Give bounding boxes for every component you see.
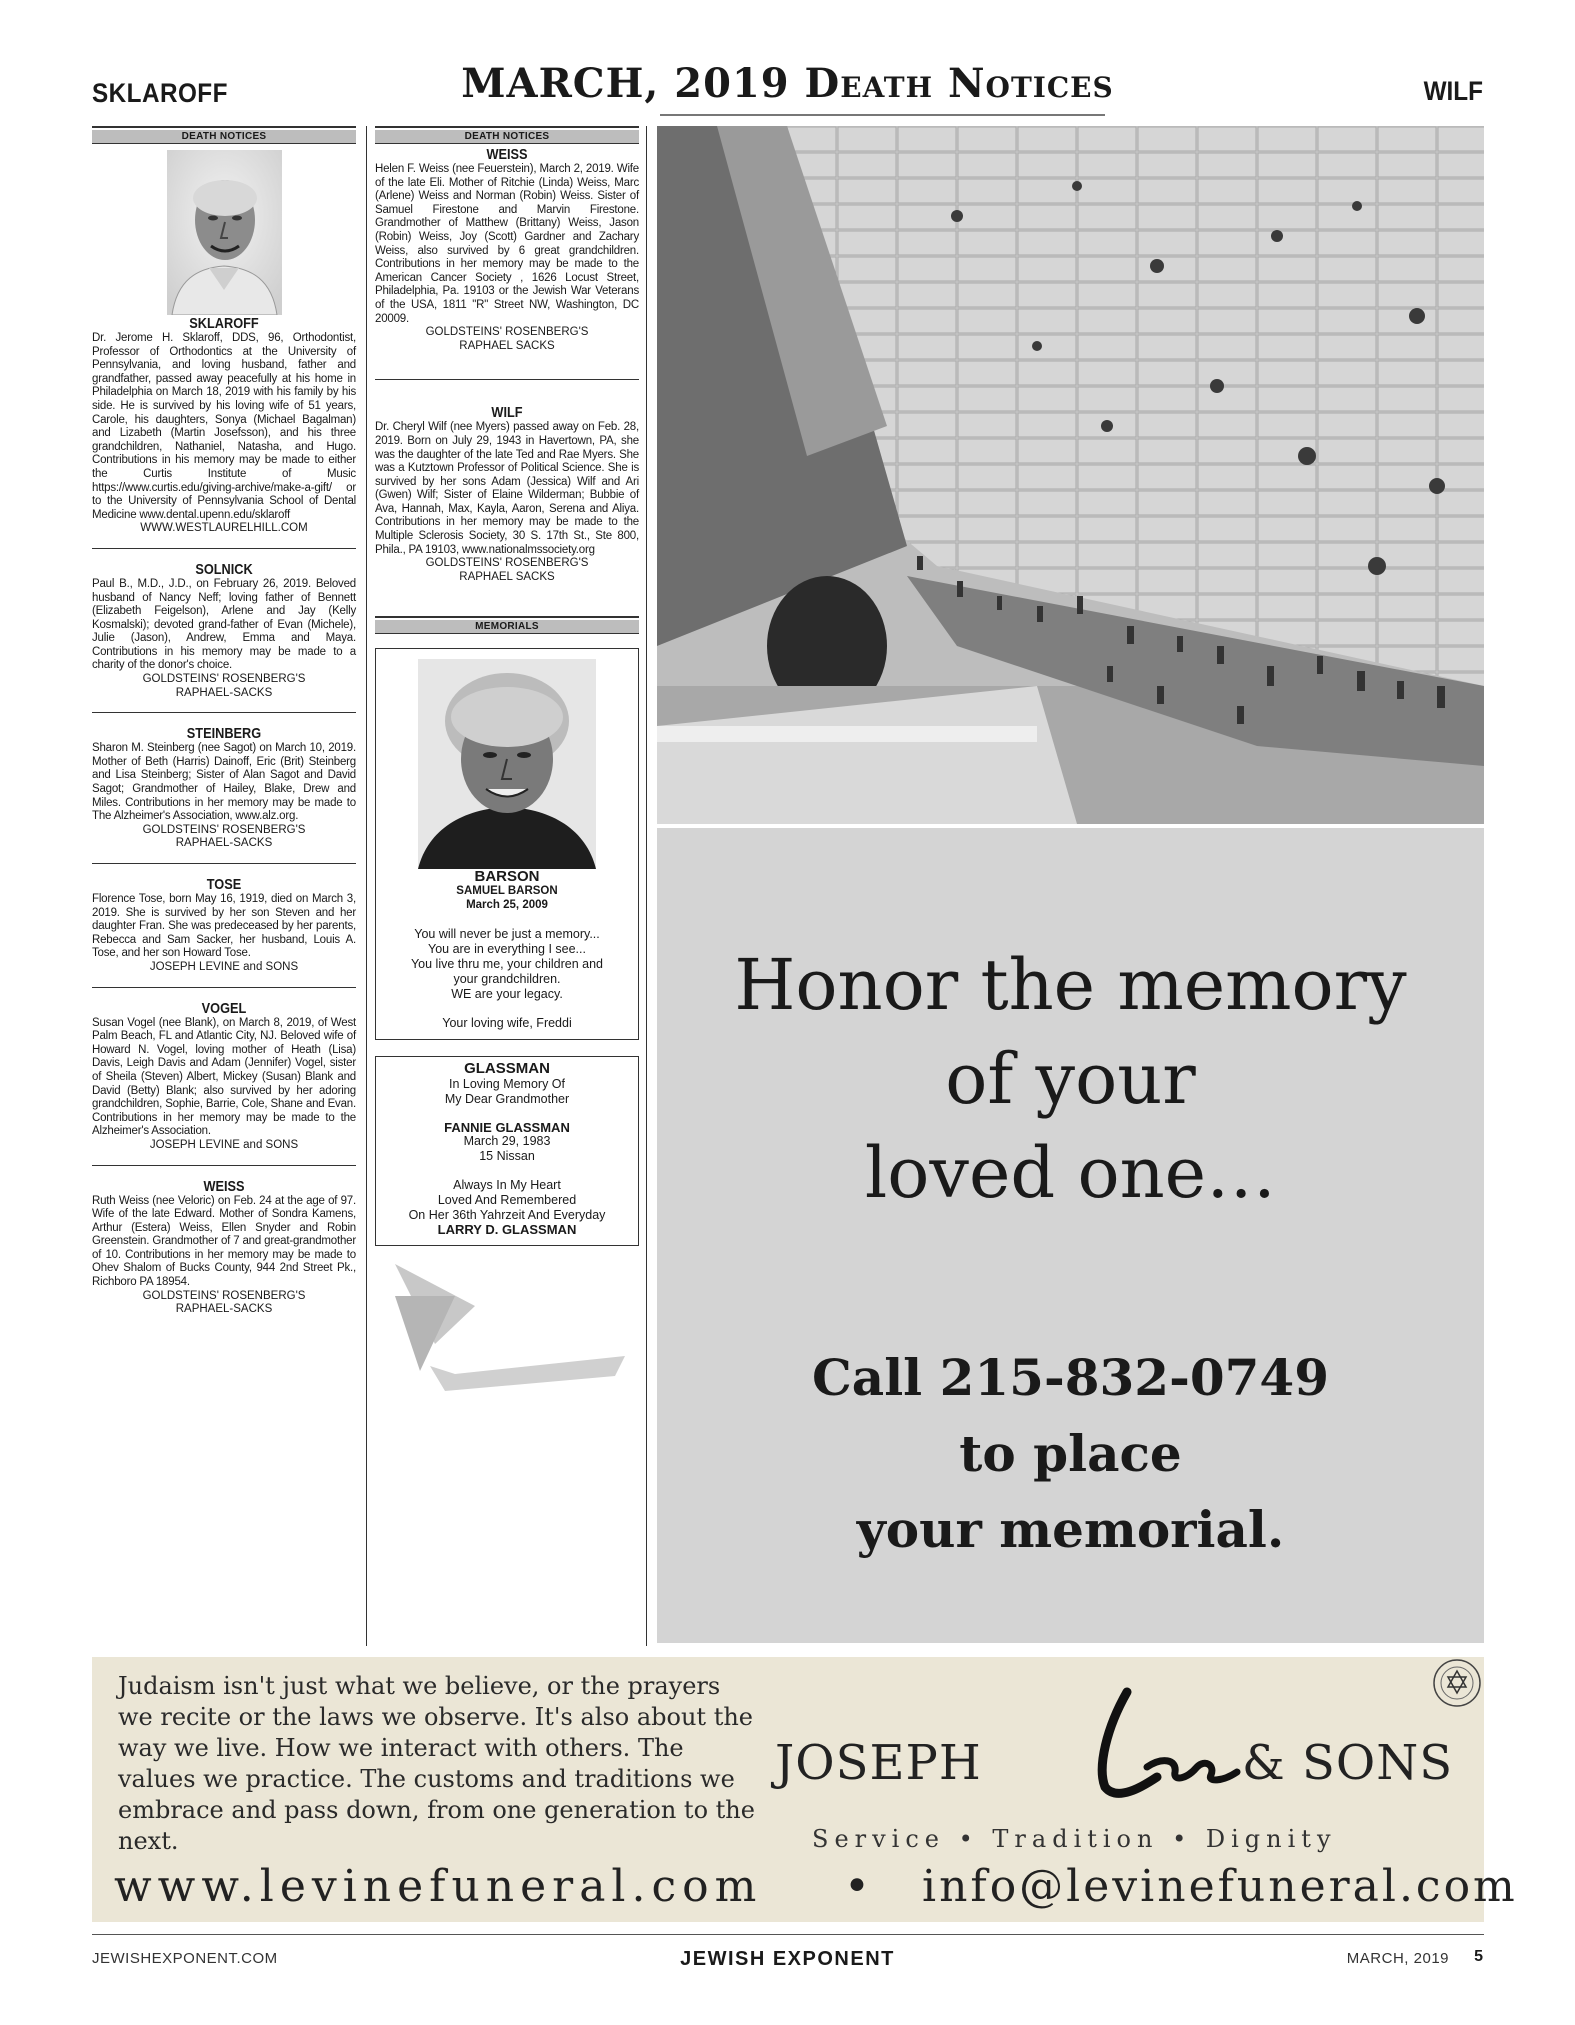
- funeral-home: JOSEPH LEVINE and SONS: [149, 960, 299, 973]
- notice-body: Ruth Weiss (nee Veloric) on Feb. 24 at the age of 97. Wife of the late Edward. Mother of Sondra Kamens, Arthur (Estera) Weiss, Ellen Snyder and Robin Greenstein. Grandmother of 7 and great-grandmother of 10. Contributions in her memory may be made to Ohev Shalom of Bucks County, 944 2nd Street Pk., Richboro PA 18954.: [92, 1194, 356, 1289]
- funeral-home-2: RAPHAEL-SACKS: [175, 1303, 273, 1316]
- memorial-signature: Your loving wife, Freddi: [442, 1015, 572, 1030]
- ad-quote: Judaism isn't just what we believe, or the prayers we recite or the laws we observe. It's also about the way we live. How we interact with others. The values we practice. The customs and traditions we embrace and pass down, from one generation to the next.: [118, 1672, 755, 1855]
- funeral-directors-seal-icon: [1432, 1658, 1482, 1713]
- memorial-line: WE are your legacy.: [451, 986, 563, 1001]
- footer-publication: JEWISH EXPONENT: [680, 1948, 895, 1970]
- page-number: 5: [1474, 1948, 1483, 1965]
- memorial-date: March 25, 2009: [466, 899, 548, 912]
- brand-joseph: JOSEPH: [775, 1735, 982, 1791]
- notice-body: Dr. Cheryl Wilf (nee Myers) passed away on Feb. 28, 2019. Born on July 29, 1943 in Havertown, PA, she was the daughter of the late Ted and Rae Myers. She was a Kutztown Professor of Political Science. She is survived by her sons Adam (Jessica) Wilf and Ari (Gwen) Wilf; Sister of Elaine Wilderman; Bubbie of Ava, Hannah, Max, Kayla, Aaron, Serena and Aliya. Contributions in her memory may be made to the Multiple Sclerosis Society, 30 S. 17th St., Ste 800, Phila., PA 19103, www.nationalmssociety.org: [375, 421, 639, 556]
- levine-funeral-ad: [92, 1657, 1518, 1922]
- notice-steinberg: [92, 725, 356, 851]
- footer-date: MARCH, 2019: [1346, 1950, 1449, 1967]
- notice-weiss-helen: [375, 146, 639, 353]
- memorial-line: You are in everything I see...: [428, 941, 586, 956]
- memorial-line: My Dear Grandmother: [444, 1091, 570, 1106]
- notice-vogel: [92, 1000, 356, 1153]
- levine-signature-logo: [1087, 1687, 1247, 1812]
- notice-divider: [92, 548, 356, 549]
- page-title-date: MARCH, 2019: [461, 60, 805, 107]
- notice-name: VOGEL: [201, 999, 247, 1017]
- notice-name: TOSE: [206, 876, 242, 893]
- memorial-line: You will never be just a memory...: [414, 926, 600, 941]
- funeral-home: WWW.WESTLAURELHILL.COM: [140, 522, 308, 535]
- column-rule: [366, 126, 367, 1646]
- memorial-full-name: SAMUEL BARSON: [456, 885, 558, 898]
- memorial-name: GLASSMAN: [464, 1059, 550, 1077]
- funeral-home-2: RAPHAEL-SACKS: [175, 837, 273, 850]
- page-title: [0, 60, 1575, 107]
- section-header-death-notices: DEATH NOTICES: [92, 126, 356, 144]
- funeral-home: GOLDSTEINS' ROSENBERG'S: [425, 326, 589, 339]
- notice-divider: [375, 379, 639, 380]
- notice-sklaroff: [92, 150, 356, 536]
- memorial-line: You live thru me, your children and: [410, 956, 603, 971]
- memorial-date: March 29, 1983: [463, 1134, 551, 1149]
- ad-website: www.levinefuneral.com: [114, 1861, 763, 1912]
- memorial-name: BARSON: [474, 868, 540, 886]
- notice-name: SOLNICK: [195, 560, 253, 578]
- notice-body: Sharon M. Steinberg (nee Sagot) on March 10, 2019. Mother of Beth (Harris) Dainoff, Eric (Brit) Steinberg and Lisa Steinberg; Sister of Alan Sagot and David Sagot; Grandmother of Hailey, Blake, Drew and Miles. Contributions in her memory may be made to The Alzheimer's Association, www.alz.org.: [92, 742, 356, 823]
- ad-call-line-2: to place: [959, 1424, 1182, 1483]
- notice-name: SKLAROFF: [189, 315, 259, 332]
- ad-headline-2: of your: [945, 1038, 1196, 1120]
- ad-call-line-1: Call 215-832-0749: [812, 1348, 1329, 1407]
- funeral-home-2: RAPHAEL SACKS: [459, 570, 555, 583]
- funeral-home: GOLDSTEINS' ROSENBERG'S: [142, 1289, 306, 1302]
- memorial-full-name: FANNIE GLASSMAN: [444, 1119, 570, 1135]
- section-header-memorials: MEMORIALS: [375, 616, 639, 634]
- notice-name: WILF: [491, 404, 523, 422]
- notice-divider: [92, 863, 356, 864]
- funeral-home: GOLDSTEINS' ROSENBERG'S: [425, 557, 589, 570]
- notice-divider: [92, 987, 356, 988]
- memorial-line: Always In My Heart: [453, 1178, 561, 1193]
- ad-call-line-3: your memorial.: [856, 1500, 1285, 1559]
- notice-name: WEISS: [486, 146, 528, 163]
- guide-word-right: WILF: [1423, 76, 1483, 106]
- ad-tagline: Service • Tradition • Dignity: [812, 1825, 1337, 1853]
- notice-name: STEINBERG: [186, 725, 262, 743]
- page-title-section: Death Notices: [804, 60, 1114, 107]
- funeral-home-2: RAPHAEL-SACKS: [175, 686, 273, 699]
- ad-headline-3: loved one…: [864, 1132, 1277, 1214]
- notice-name: WEISS: [203, 1177, 245, 1195]
- funeral-home: JOSEPH LEVINE and SONS: [149, 1138, 299, 1151]
- footer-site: JEWISHEXPONENT.COM: [92, 1950, 278, 1967]
- brand-sons: & SONS: [1242, 1735, 1454, 1791]
- notice-body: Dr. Jerome H. Sklaroff, DDS, 96, Orthodontist, Professor of Orthodontics at the University of Pennsylvania, and loving husband, father and grandfather, passed away peacefully at his home in Philadelphia on March 18, 2019 with his family by his side. He is survived by his loving wife of 51 years, Carole, his daughters, Sonya (Michael Bagalman) and Lizabeth (Martin Josefsson), and his three grandchildren, Nathaniel, Natasha, and Hugo. Contributions in his memory may be made to either the Curtis Institute of Music https://www.curtis.edu/giving-archive/make-a-gift/ or to the University of Pennsylvania School of Dental Medicine www.dental.upenn.edu/sklaroff: [92, 332, 356, 521]
- footer-rule: [92, 1934, 1484, 1935]
- title-underline: [660, 114, 1105, 116]
- column-rule: [646, 126, 647, 1646]
- western-wall-photo: [657, 126, 1484, 824]
- memorial-line: In Loving Memory Of: [448, 1076, 565, 1091]
- notice-wilf: [375, 404, 639, 584]
- column-two: [375, 126, 639, 1401]
- star-of-david-graphic: [375, 1256, 639, 1401]
- funeral-home-2: RAPHAEL SACKS: [459, 339, 555, 352]
- notice-divider: [92, 1165, 356, 1166]
- funeral-home: GOLDSTEINS' ROSENBERG'S: [142, 823, 306, 836]
- notice-divider: [92, 712, 356, 713]
- notice-body: Susan Vogel (nee Blank), on March 8, 2019, of West Palm Beach, FL and Atlantic City, NJ. Beloved wife of Howard N. Vogel, loving mother of Heath (Lisa) Davis, Leigh Davis and Adam (Jennifer) Vogel, sister of Sheila (Steven) Albert, Mickey (Susan) Blank and David (Betty) Blank; also survived by her adoring grandchildren, Sophie, Barrie, Cole, Shane and Evan. Contributions in her memory may be made to the Alzheimer's Association.: [92, 1016, 356, 1138]
- ad-email: info@levinefuneral.com: [922, 1861, 1518, 1912]
- notice-body: Paul B., M.D., J.D., on February 26, 2019. Beloved husband of Nancy Neff; loving father of Bennett (Elizabeth Feigelson), Arlene and Jay (Kelly Kosmalski); devoted grand-father of Evan (Michele), Julie (Jason), Andrew, Emma and Maya. Contributions in his memory may be made to a charity of the donor's choice.: [92, 577, 356, 672]
- portrait-photo-sklaroff: [167, 150, 282, 315]
- memorial-placement-ad: [657, 828, 1484, 1643]
- memorial-line: On Her 36th Yahrzeit And Everyday: [408, 1208, 606, 1223]
- notice-solnick: [92, 561, 356, 700]
- memorial-line: your grandchildren.: [453, 971, 561, 986]
- funeral-home: GOLDSTEINS' ROSENBERG'S: [142, 673, 306, 686]
- notice-body: Helen F. Weiss (nee Feuerstein), March 2, 2019. Wife of the late Eli. Mother of Ritchie (Linda) Weiss, Marc (Arlene) Weiss and Norman (Robin) Weiss. Sister of Samuel Firestone and Marvin Firestone. Grandmother of Matthew (Brittany) Weiss, Jason (Robin) Weiss, Joy (Scott) Gardner and Zachary Weiss, also survived by 6 great grandchildren. Contributions in her memory may be made to the American Cancer Society , 1626 Locust Street, Philadelphia, Pa. 19103 or the Jewish War Veterans of the USA, 1811 "R" Street NW, Washington, DC 20009.: [375, 163, 639, 325]
- section-header-death-notices: DEATH NOTICES: [375, 126, 639, 144]
- ad-headline-1: Honor the memory: [734, 944, 1407, 1026]
- portrait-photo-barson: [418, 659, 596, 869]
- guide-word-left: SKLAROFF: [92, 78, 228, 108]
- memorial-signature: LARRY D. GLASSMAN: [437, 1222, 577, 1238]
- notice-body: Florence Tose, born May 16, 1919, died on March 3, 2019. She is survived by her son Steven and her daughter Fran. She was predeceased by her parents, Rebecca and Sam Sacker, her husband, Louis A. Tose, and her son Howard Tose.: [92, 893, 356, 960]
- memorial-barson: [375, 648, 639, 1039]
- notice-weiss-ruth: [92, 1178, 356, 1317]
- memorial-glassman: [375, 1056, 639, 1246]
- memorial-hebrew-date: 15 Nissan: [479, 1149, 535, 1164]
- column-one: [92, 126, 356, 1317]
- ad-separator-bullet: •: [844, 1861, 870, 1912]
- memorial-line: Loved And Remembered: [437, 1193, 577, 1208]
- notice-tose: [92, 876, 356, 975]
